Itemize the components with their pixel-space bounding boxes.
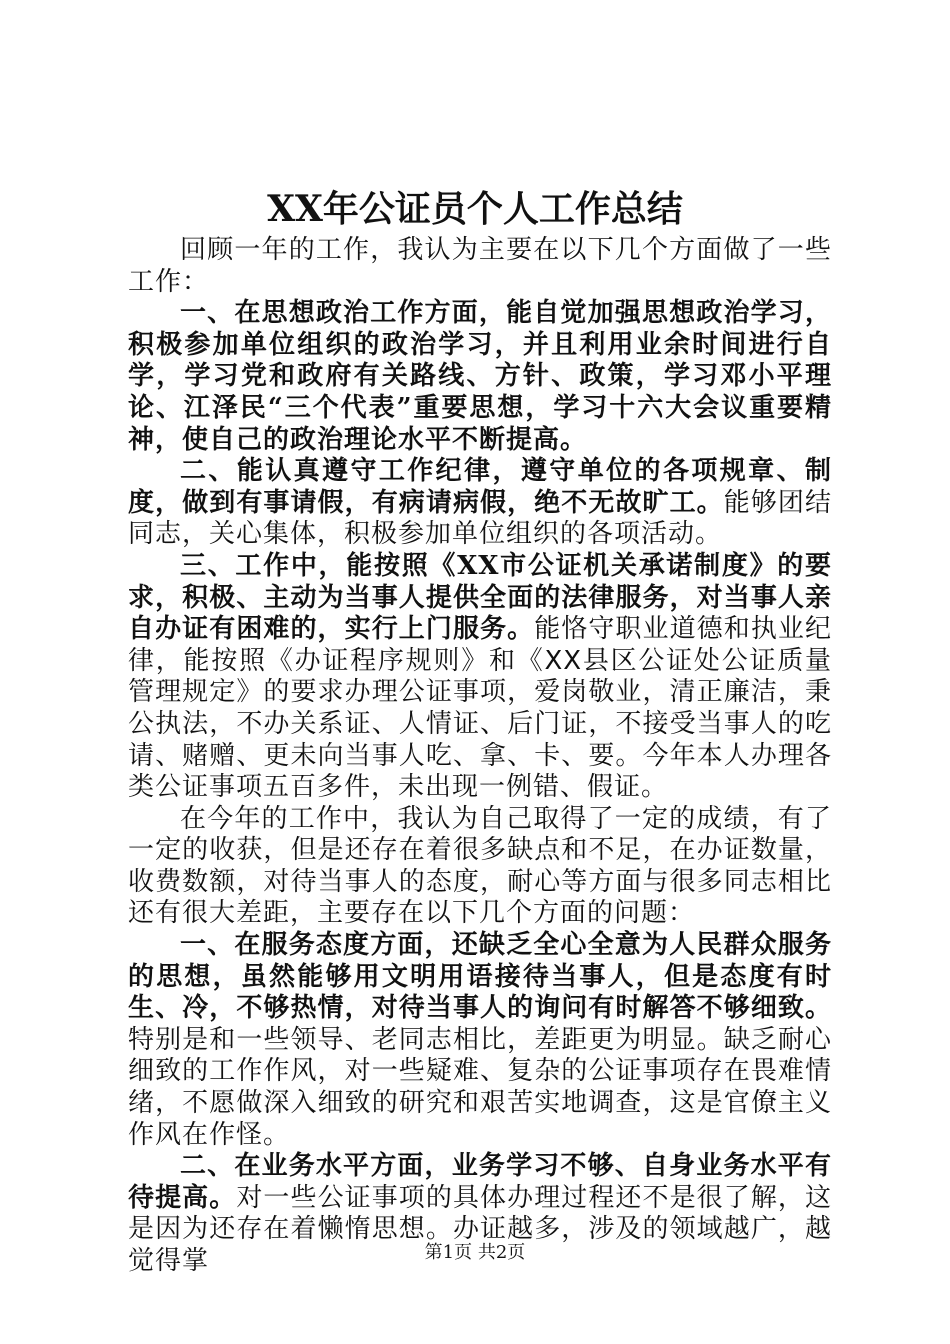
text-segment: 回顾一年的工作，我认为主要在以下几个方面做了一些工作： xyxy=(128,235,832,297)
text-segment: 能恪守职业道德和执业纪律，能按照《办证程序规则》和《XX县区公证处公证质量管理规定》的要求办理公证事项，爱岗敬业，清正廉洁，秉公执法，不办关系证、人情证、后门证，不接受当事人的吃请、赌赠、更未向当事人吃、拿、卡、要。今年本人办理各类公证事项五百多件，未出现一例错、假证。 xyxy=(128,614,832,803)
bold-text-segment: 一、在思想政治工作方面，能自觉加强思想政治学习，积极参加单位组织的政治学习，并且利用业余时间进行自学，学习党和政府有关路线、方针、政策，学习邓小平理论、江泽民“三个代表”重要思想，学习十六大会议重要精神，使自己的政治理论水平不断提高。 xyxy=(128,298,832,455)
body-paragraph xyxy=(128,551,832,804)
bold-text-segment: 三、工作中，能按照《XX市公证机关承诺制度》的要求，积极、主动为当事人提供全面的法律服务，对当事人亲自办证有困难的，实行上门服务。 xyxy=(128,550,832,645)
body-paragraph xyxy=(128,235,832,298)
body-paragraph xyxy=(128,298,832,456)
body-paragraph xyxy=(128,930,832,1151)
text-segment: 特别是和一些领导、老同志相比，差距更为明显。缺乏耐心细致的工作作风，对一些疑难、复杂的公证事项存在畏难情绪，不愿做深入细致的研究和艰苦实地调查，这是官僚主义作风在作怪。 xyxy=(128,1024,832,1150)
bold-text-segment: 一、在服务态度方面，还缺乏全心全意为人民群众服务的思想，虽然能够用文明用语接待当事人，但是态度有时生、冷，不够热情，对待当事人的询问有时解答不够细致。 xyxy=(128,930,832,1024)
document-body xyxy=(128,235,832,1278)
page-number-footer: 第1页 共2页 xyxy=(424,1242,526,1263)
document-title: XX年公证员个人工作总结 xyxy=(267,188,683,230)
body-paragraph xyxy=(128,804,832,930)
body-paragraph xyxy=(128,456,832,551)
text-segment: 在今年的工作中，我认为自己取得了一定的成绩，有了一定的收获，但是还存在着很多缺点和不足，在办证数量，收费数额，对待当事人的态度，耐心等方面与很多同志相比还有很大差距，主要存在以下几个方面的问题： xyxy=(128,803,832,929)
bold-text-segment: 二、在业务水平方面，业务学习不够、自身业务水平有待提高。 xyxy=(128,1151,832,1213)
text-segment: 对一些公证事项的具体办理过程还不是很了解，这是因为还存在着懒惰思想。办证越多，涉及的领域越广，越觉得掌 xyxy=(128,1182,832,1276)
bold-text-segment: 二、能认真遵守工作纪律，遵守单位的各项规章、制度，做到有事请假，有病请病假，绝不无故旷工。 xyxy=(128,456,832,518)
text-segment: 能够团结同志，关心集体，积极参加单位组织的各项活动。 xyxy=(128,487,832,550)
